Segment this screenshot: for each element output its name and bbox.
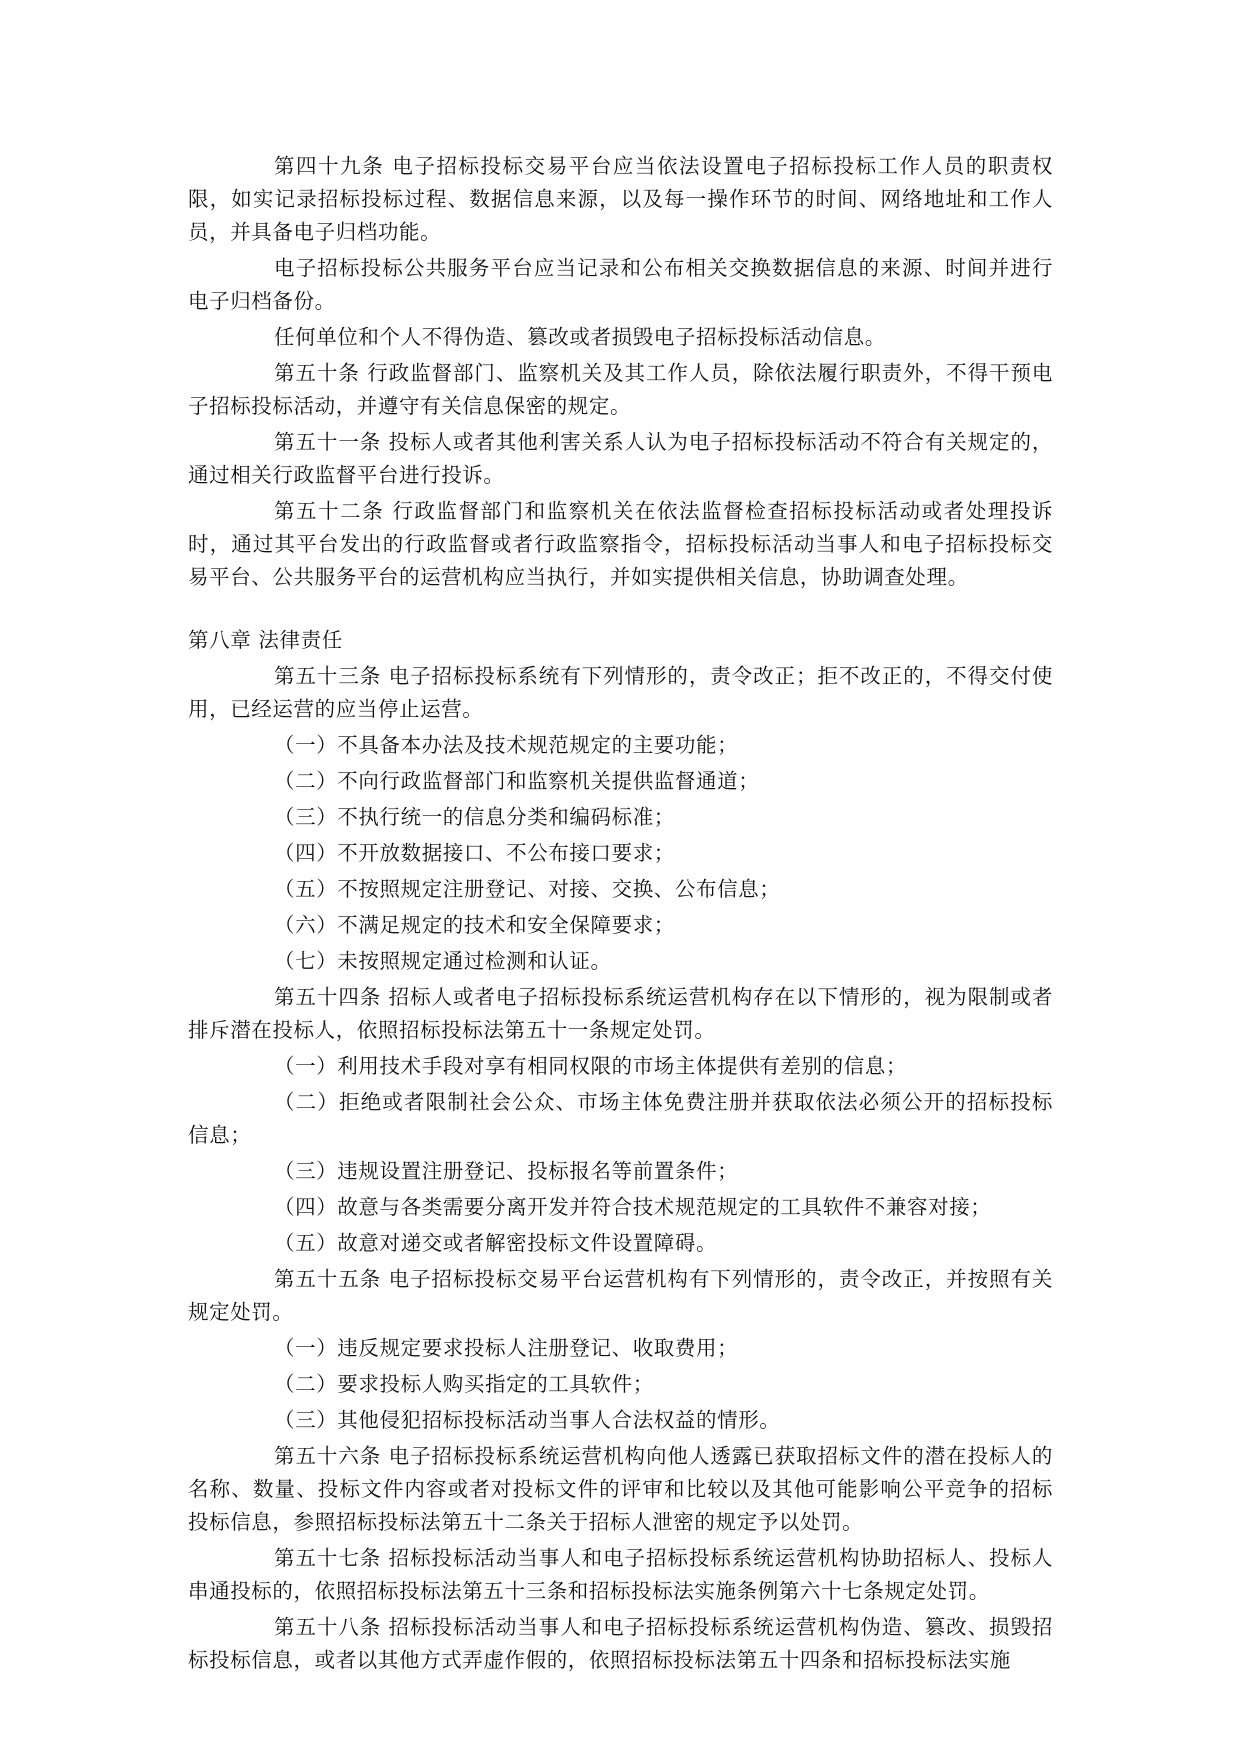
article-51: 第五十一条 投标人或者其他利害关系人认为电子招标投标活动不符合有关规定的，通过相关行政监督平台进行投诉。 — [188, 430, 1053, 487]
article-53-item-2: （二）不向行政监督部门和监察机关提供监督通道； — [274, 769, 760, 793]
article-54: 第五十四条 招标人或者电子招标投标系统运营机构存在以下情形的，视为限制或者排斥潜在投标人，依照招标投标法第五十一条规定处罚。 — [188, 985, 1053, 1042]
article-49-paragraph-2: 电子招标投标公共服务平台应当记录和公布相关交换数据信息的来源、时间并进行电子归档备份。 — [188, 256, 1053, 313]
article-54-item-4: （四）故意与各类需要分离开发并符合技术规范规定的工具软件不兼容对接； — [274, 1195, 992, 1219]
article-53: 第五十三条 电子招标投标系统有下列情形的，责令改正；拒不改正的，不得交付使用，已经运营的应当停止运营。 — [188, 664, 1053, 721]
article-53-item-5: （五）不按照规定注册登记、对接、交换、公布信息； — [274, 877, 781, 901]
article-57: 第五十七条 招标投标活动当事人和电子招标投标系统运营机构协助招标人、投标人串通投标的，依照招标投标法第五十三条和招标投标法实施条例第六十七条规定处罚。 — [188, 1546, 1053, 1603]
article-52: 第五十二条 行政监督部门和监察机关在依法监督检查招标投标活动或者处理投诉时，通过其平台发出的行政监督或者行政监察指令，招标投标活动当事人和电子招标投标交易平台、公共服务平台的运营机构应当执行，并如实提供相关信息，协助调查处理。 — [188, 499, 1053, 589]
article-49: 第四十九条 电子招标投标交易平台应当依法设置电子招标投标工作人员的职责权限，如实记录招标投标过程、数据信息来源，以及每一操作环节的时间、网络地址和工作人员，并具备电子归档功能。 — [188, 154, 1053, 244]
article-55-item-2: （二）要求投标人购买指定的工具软件； — [274, 1372, 654, 1396]
article-50: 第五十条 行政监督部门、监察机关及其工作人员，除依法履行职责外，不得干预电子招标投标活动，并遵守有关信息保密的规定。 — [188, 361, 1053, 418]
article-53-item-3: （三）不执行统一的信息分类和编码标准； — [274, 805, 675, 829]
article-53-item-4: （四）不开放数据接口、不公布接口要求； — [274, 841, 675, 865]
article-55-item-3: （三）其他侵犯招标投标活动当事人合法权益的情形。 — [274, 1408, 781, 1432]
article-53-item-6: （六）不满足规定的技术和安全保障要求； — [274, 913, 675, 937]
article-54-item-5: （五）故意对递交或者解密投标文件设置障碍。 — [274, 1231, 718, 1255]
document-page — [188, 150, 1053, 1680]
article-56: 第五十六条 电子招标投标系统运营机构向他人透露已获取招标文件的潜在投标人的名称、数量、投标文件内容或者对投标文件的评审和比较以及其他可能影响公平竞争的招标投标信息，参照招标投标法第五十二条关于招标人泄密的规定予以处罚。 — [188, 1444, 1053, 1534]
article-53-item-7: （七）未按照规定通过检测和认证。 — [274, 949, 612, 973]
article-53-item-1: （一）不具备本办法及技术规范规定的主要功能； — [274, 733, 739, 757]
article-54-item-3: （三）违规设置注册登记、投标报名等前置条件； — [274, 1159, 739, 1183]
chapter-title: 第八章 法律责任 — [188, 628, 343, 652]
article-49-paragraph-3: 任何单位和个人不得伪造、篡改或者损毁电子招标投标活动信息。 — [274, 325, 886, 349]
article-58: 第五十八条 招标投标活动当事人和电子招标投标系统运营机构伪造、篡改、损毁招标投标信息，或者以其他方式弄虚作假的，依照招标投标法第五十四条和招标投标法实施 — [188, 1615, 1053, 1672]
article-55-item-1: （一）违反规定要求投标人注册登记、收取费用； — [274, 1336, 739, 1360]
article-55: 第五十五条 电子招标投标交易平台运营机构有下列情形的，责令改正，并按照有关规定处罚。 — [188, 1267, 1053, 1324]
article-54-item-2: （二）拒绝或者限制社会公众、市场主体免费注册并获取依法必须公开的招标投标信息； — [188, 1090, 1053, 1147]
article-54-item-1: （一）利用技术手段对享有相同权限的市场主体提供有差别的信息； — [274, 1054, 907, 1078]
